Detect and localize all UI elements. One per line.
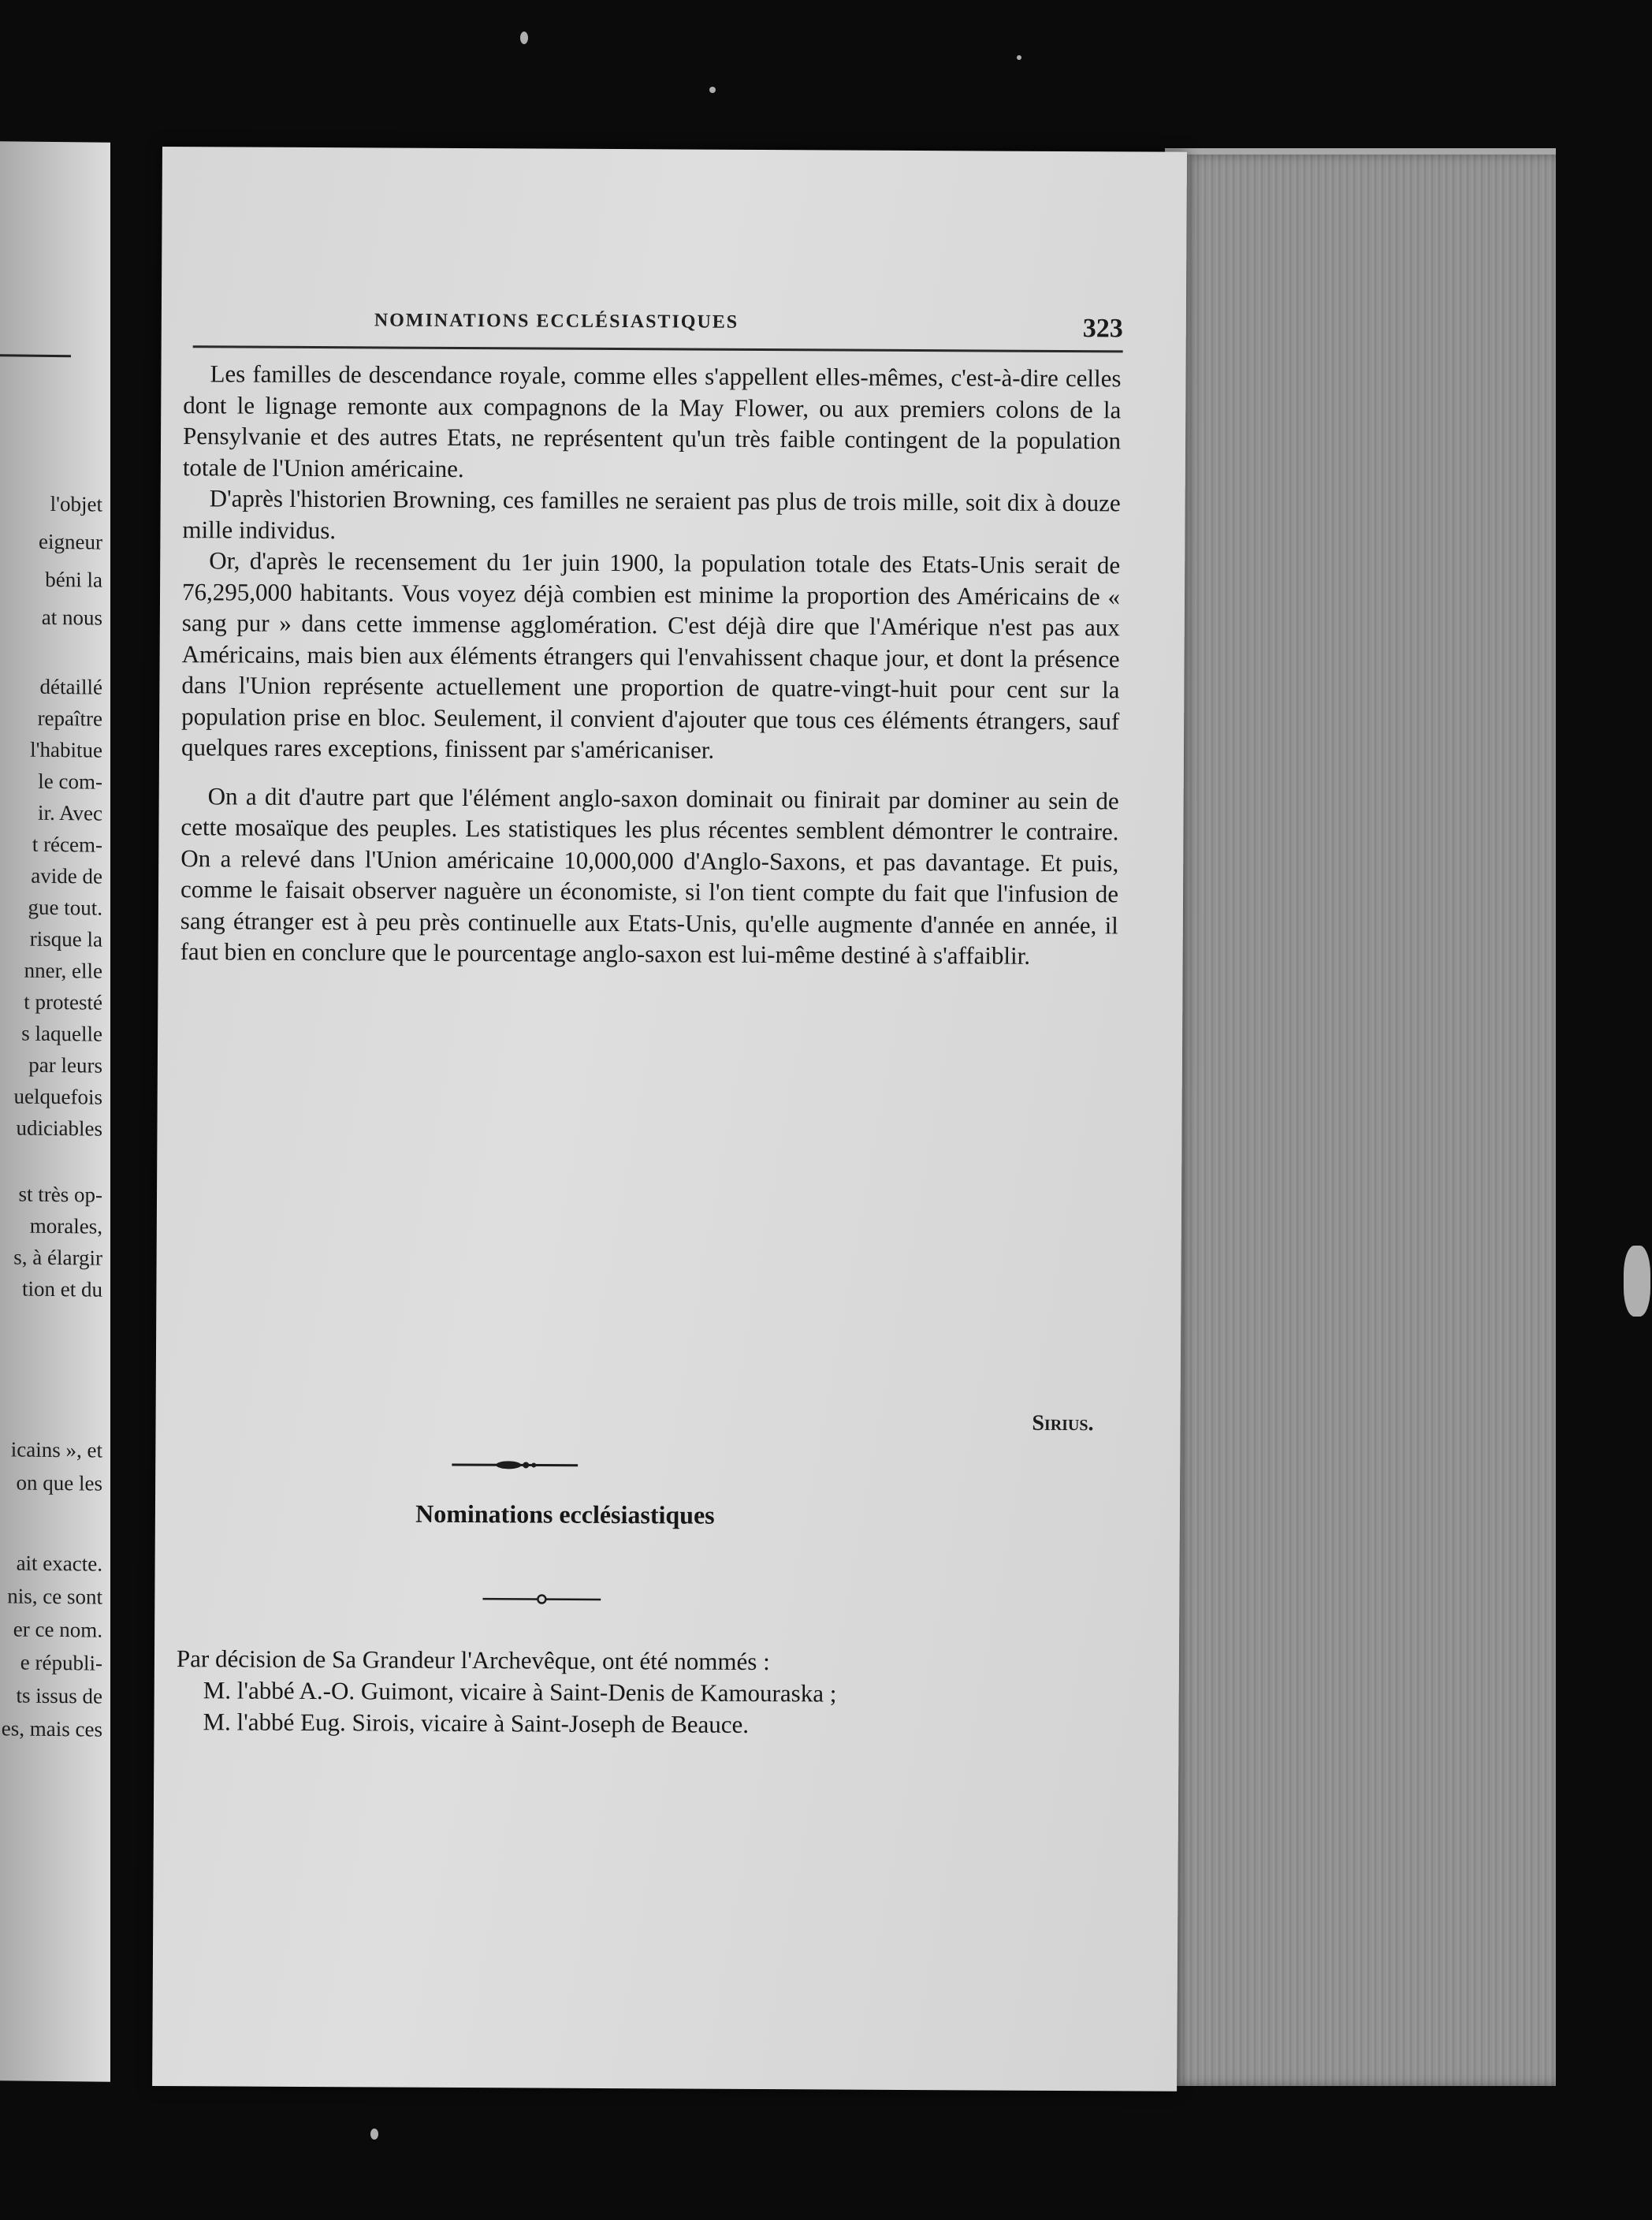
left-page-line: le com- — [38, 769, 102, 794]
left-page-line: ir. Avec — [38, 800, 102, 825]
dust-speck — [1017, 55, 1021, 60]
left-page-line: s laquelle — [21, 1021, 102, 1046]
running-header — [193, 309, 1123, 345]
left-page-line: udiciables — [16, 1116, 102, 1141]
left-page-line: t récem- — [32, 832, 102, 857]
left-page-line: morales, — [29, 1213, 102, 1239]
left-page-rule — [0, 354, 71, 357]
section-title: Nominations ecclésiastiques — [415, 1499, 715, 1529]
paragraph: Les familles de descendance royale, comme elles s'appellent elles-mêmes, c'est-à-dire celles dont le lignage remonte aux compagnons de la May Flower, ou aux premiers colons de la Pensylvanie et des autres Etats, ne représentent qu'un très faible contingent de la population totale de l'Union américaine. — [182, 359, 1122, 482]
dust-speck — [709, 87, 716, 93]
left-page-line: ait exacte. — [16, 1551, 102, 1576]
left-page-line: avide de — [31, 863, 102, 888]
left-page-line: nner, elle — [24, 958, 102, 983]
left-page-line: e républi- — [20, 1650, 102, 1675]
page-number: 323 — [1082, 314, 1123, 344]
left-page-line: l'habitue — [30, 737, 102, 762]
signature: Sirius. — [1032, 1410, 1094, 1436]
paragraph: On a dit d'autre part que l'élément anglo-saxon dominait ou finirait par dominer au sein de cette mosaïque des peuples. Les statistiques les plus récentes semblent démontrer le contraire. On a relevé dans l'Union américaine 10,000,000 d'Anglo-Saxons, et pas davantage. Et puis, comme le faisait observer naguère un économiste, si l'on tient compte du fait que l'infusion de sang étranger est à peu près continuelle aux Etats-Unis, qu'elle augmente d'année en année, il faut bien en conclure que le pourcentage anglo-saxon est lui-même destiné à s'affaiblir. — [180, 781, 1119, 970]
appointments-intro: Par décision de Sa Grandeur l'Archevêque, ont été nommés : — [176, 1645, 770, 1676]
left-page-line: détaillé — [39, 674, 102, 699]
paragraph: D'après l'historien Browning, ces familles ne seraient pas plus de trois mille, soit dix à douze mille individus. — [182, 484, 1121, 544]
article-body — [180, 358, 1122, 972]
left-page-line: risque la — [29, 926, 102, 952]
left-page-line: s, à élargir — [13, 1245, 102, 1270]
left-page-line: t protesté — [24, 989, 102, 1015]
dust-speck — [370, 2129, 378, 2140]
left-page-line: béni la — [45, 567, 102, 592]
paragraph: Or, d'après le recensement du 1er juin 1900, la population totale des Etats-Unis serait de 76,295,000 habitants. Vous voyez déjà combien est minime la proportion des Américains de « sang pur » dans cette immense agglomération. C'est déjà dire que l'Amérique n'est pas aux Américains, mais bien aux éléments étrangers qui l'envahissent chaque jour, et dont la présence dans l'Union représente actuellement une proportion de quatre-vingt-huit pour cent sur la population prise en bloc. Seulement, il convient d'ajouter que tous ces éléments étrangers, sauf quelques rares exceptions, finissent par s'américaniser. — [180, 546, 1121, 764]
left-page-line: eigneur — [39, 529, 102, 554]
book-page — [152, 147, 1187, 2091]
left-page-line: es, mais ces — [1, 1716, 102, 1741]
left-page-line: at nous — [41, 605, 102, 630]
ornament-divider — [452, 1457, 578, 1473]
left-page-line: tion et du — [22, 1276, 102, 1302]
running-title: NOMINATIONS ECCLÉSIASTIQUES — [374, 310, 739, 333]
left-page-line: repaître — [37, 706, 102, 731]
appointment-item: M. l'abbé Eug. Sirois, vicaire à Saint-Joseph de Beauce. — [203, 1708, 750, 1738]
left-page-line: par leurs — [28, 1052, 102, 1078]
left-page-line: nis, ce sont — [7, 1584, 102, 1609]
left-page-line: uelquefois — [13, 1084, 102, 1109]
appointments — [176, 1643, 1059, 1742]
header-rule — [193, 345, 1123, 352]
dust-speck — [520, 32, 528, 44]
left-page-line: ts issus de — [16, 1683, 102, 1708]
book-page-edges — [1165, 155, 1556, 2086]
left-page-line: er ce nom. — [13, 1617, 102, 1642]
dust-speck — [1624, 1246, 1650, 1317]
ornament-divider — [482, 1591, 601, 1607]
left-page-line: l'objet — [50, 491, 102, 516]
appointment-item: M. l'abbé A.-O. Guimont, vicaire à Saint-Denis de Kamouraska ; — [203, 1676, 837, 1708]
left-page-line: gue tout. — [28, 895, 102, 920]
left-page-line: on que les — [16, 1470, 102, 1496]
left-page-line: st très op- — [18, 1182, 102, 1207]
left-page-line: icains », et — [10, 1437, 102, 1462]
left-facing-page — [0, 141, 110, 2081]
